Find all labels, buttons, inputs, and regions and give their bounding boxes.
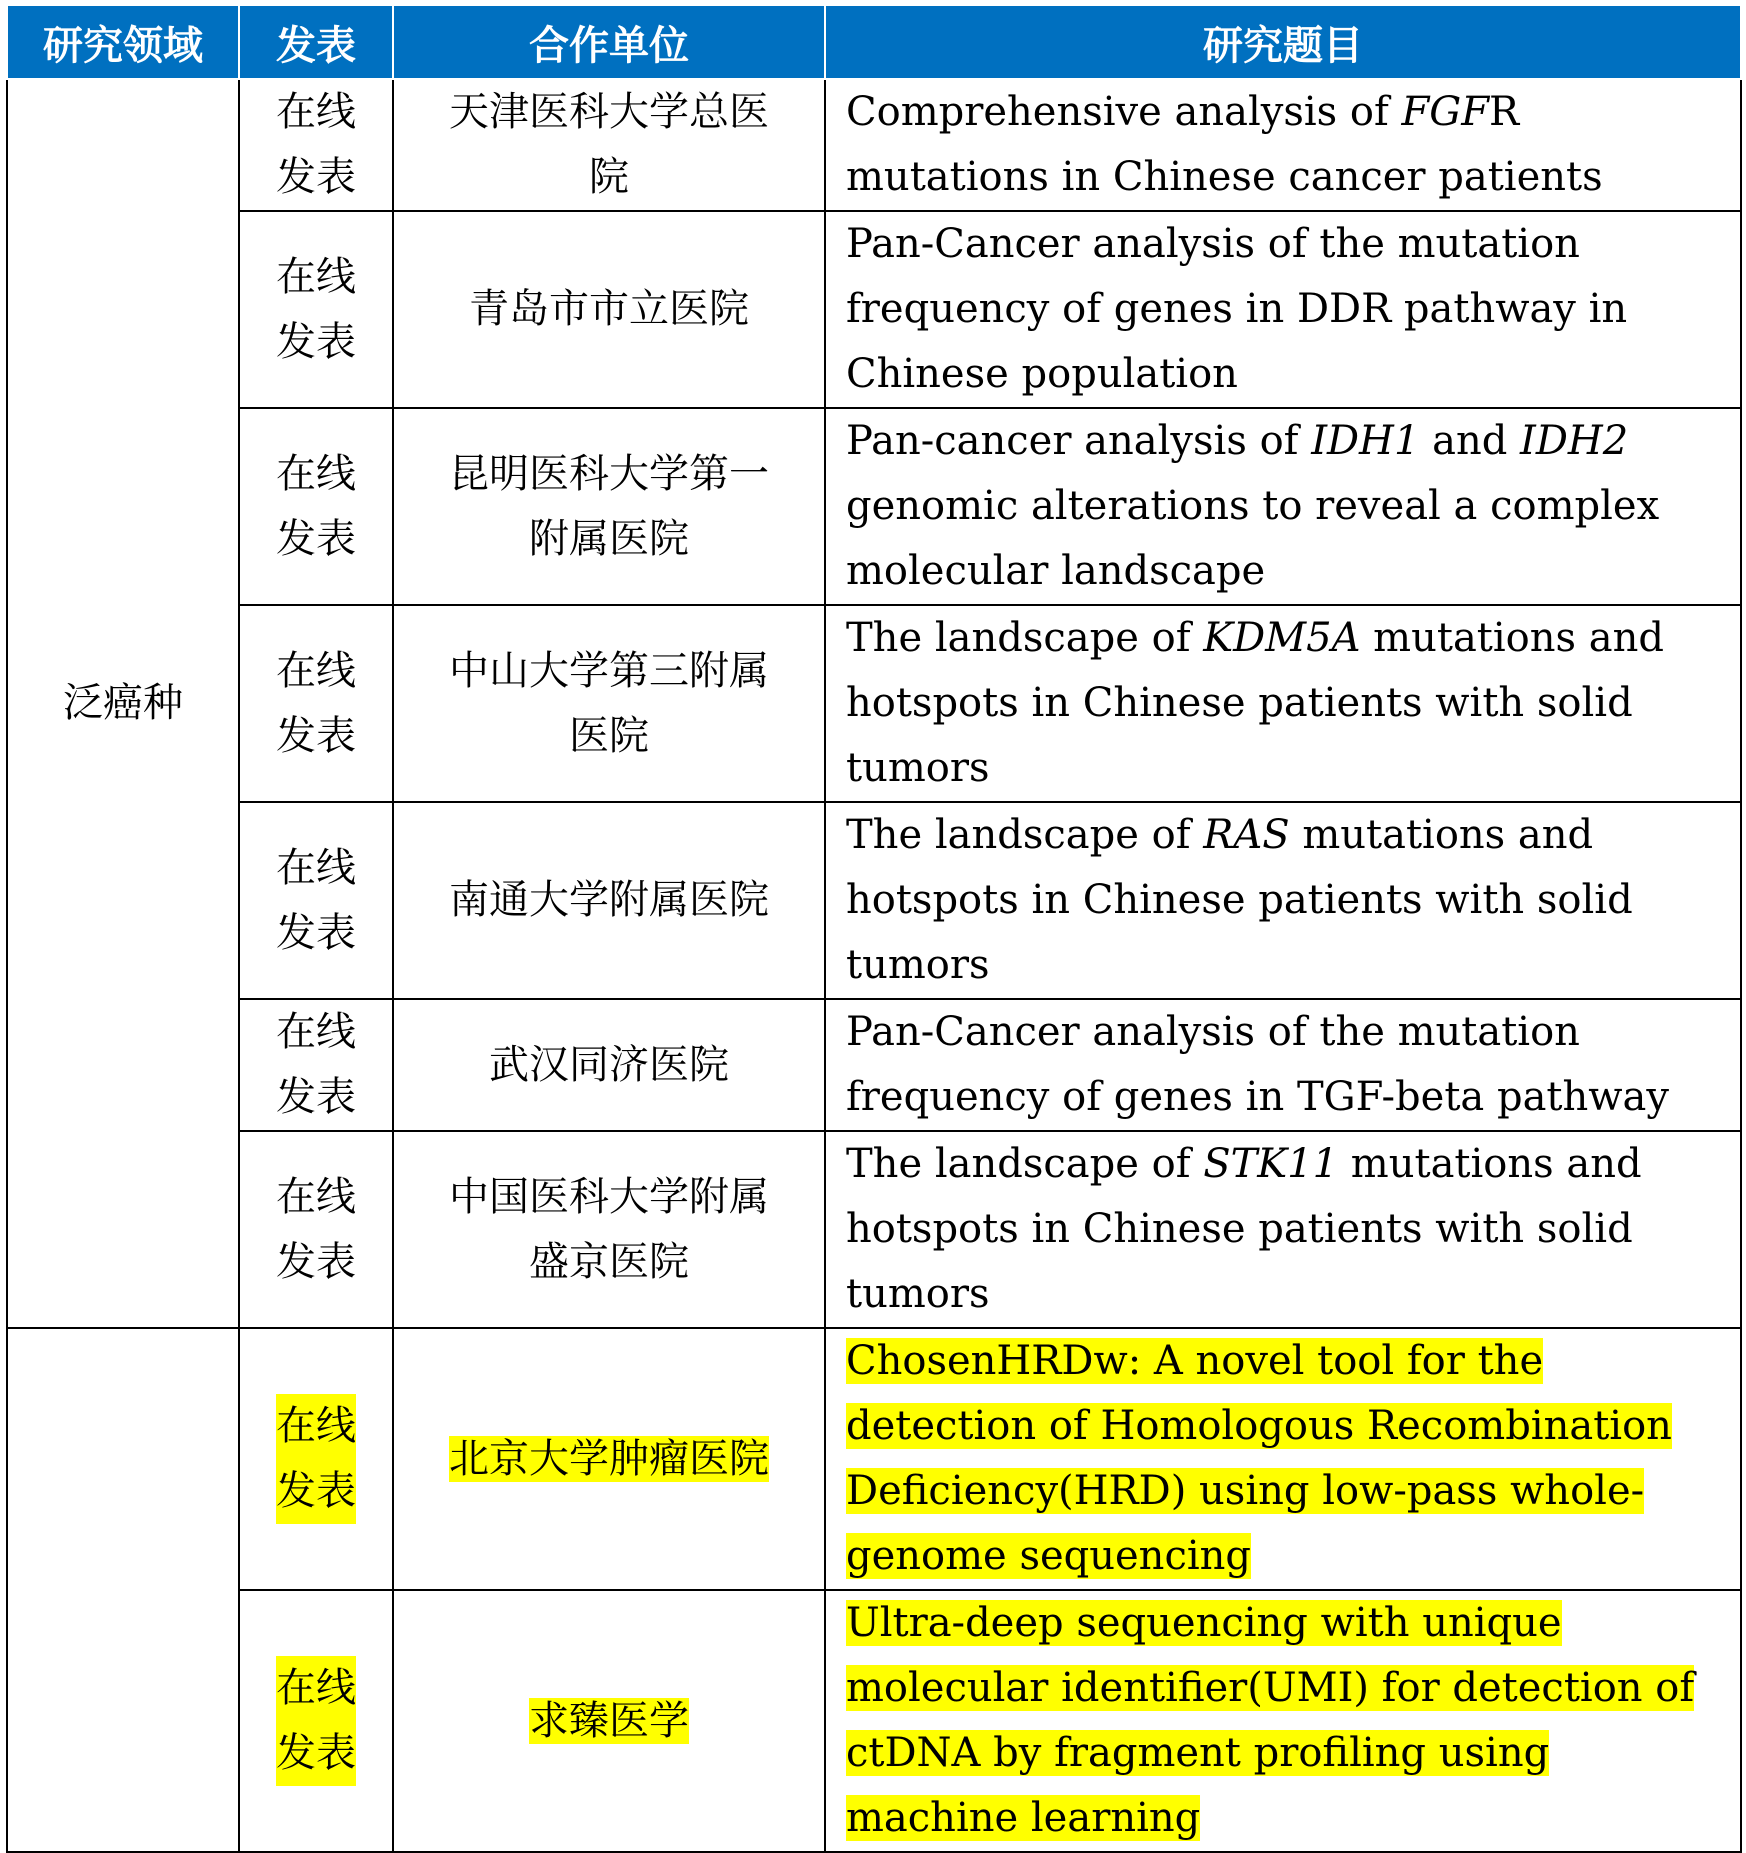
status-line1: 在线 (276, 253, 356, 300)
title-cell (825, 211, 1741, 408)
table-row (7, 79, 1741, 211)
status-cell (239, 999, 393, 1131)
title-cell: The landscape of KDM5A mutations and hotspots in Chinese patients with solid tumors (825, 605, 1741, 802)
table-row (7, 1328, 1741, 1590)
unit-cell (393, 1328, 825, 1590)
unit-line2: 盛京医院 (529, 1238, 689, 1285)
unit-line1: 中山大学第三附属 (449, 647, 769, 694)
header-row (7, 6, 1741, 79)
status-cell (239, 605, 393, 802)
field-label: 泛癌种 (63, 680, 183, 726)
unit-cell (393, 802, 825, 999)
unit-cell (393, 605, 825, 802)
table-row (7, 605, 1741, 802)
title-cell (825, 1590, 1741, 1852)
status-line1: 在线 (276, 1009, 356, 1055)
title-cell (825, 1328, 1741, 1590)
status-line1: 在线 (276, 1665, 356, 1711)
unit-line1: 武汉同济医院 (489, 1041, 729, 1088)
status-line1: 在线 (276, 450, 356, 497)
research-table (6, 6, 1742, 1853)
unit-cell (393, 1131, 825, 1328)
unit-cell (393, 1590, 825, 1852)
unit-line1: 中国医科大学附属 (449, 1173, 769, 1220)
status-line1: 在线 (276, 89, 356, 135)
title-cell (825, 999, 1741, 1131)
status-line2: 发表 (276, 909, 356, 956)
table-row (7, 1131, 1741, 1328)
status-cell (239, 1131, 393, 1328)
title-text: Pan-Cancer analysis of the mutation frequency of genes in TGF-beta pathway (846, 1009, 1669, 1120)
unit-cell (393, 999, 825, 1131)
unit-line1: 南通大学附属医院 (449, 877, 769, 923)
status-line1: 在线 (276, 844, 356, 891)
header-unit: 合作单位 (393, 6, 825, 79)
title-cell: Comprehensive analysis of FGFR mutations in Chinese cancer patients (825, 79, 1741, 211)
unit-line2: 医院 (569, 712, 649, 759)
unit-line1: 求臻医学 (529, 1697, 689, 1744)
title-cell: Pan-cancer analysis of IDH1 and IDH2 genomic alterations to reveal a complex molecular landscape (825, 408, 1741, 605)
field-cell (7, 79, 239, 1328)
unit-cell (393, 211, 825, 408)
header-title: 研究题目 (825, 6, 1741, 79)
header-publish: 发表 (239, 6, 393, 79)
field-cell-2 (7, 1328, 239, 1852)
status-highlight (276, 1394, 356, 1524)
table-row (7, 802, 1741, 999)
status-cell (239, 211, 393, 408)
unit-line1: 昆明医科大学第一 (449, 450, 769, 497)
status-cell (239, 79, 393, 211)
title-cell: The landscape of STK11 mutations and hotspots in Chinese patients with solid tumors (825, 1131, 1741, 1328)
title-cell: The landscape of RAS mutations and hotspots in Chinese patients with solid tumors (825, 802, 1741, 999)
table-row (7, 999, 1741, 1131)
table-row (7, 211, 1741, 408)
status-line2: 发表 (276, 515, 356, 562)
unit-line1: 北京大学肿瘤医院 (449, 1435, 769, 1482)
status-line2: 发表 (276, 154, 356, 200)
unit-cell (393, 408, 825, 605)
header-field: 研究领域 (7, 6, 239, 79)
status-line2: 发表 (276, 1730, 356, 1776)
table-row (7, 1590, 1741, 1852)
status-line2: 发表 (276, 318, 356, 365)
unit-cell (393, 79, 825, 211)
status-line2: 发表 (276, 1238, 356, 1285)
unit-line2: 院 (589, 154, 629, 200)
status-line2: 发表 (276, 1468, 356, 1514)
status-cell (239, 1590, 393, 1852)
status-line2: 发表 (276, 712, 356, 759)
status-line1: 在线 (276, 647, 356, 694)
status-cell (239, 802, 393, 999)
table-row (7, 408, 1741, 605)
status-line2: 发表 (276, 1074, 356, 1120)
status-cell (239, 408, 393, 605)
title-text: Pan-Cancer analysis of the mutation frequency of genes in DDR pathway in Chinese population (846, 221, 1628, 397)
status-highlight (276, 1656, 356, 1786)
unit-line1: 天津医科大学总医 (449, 89, 769, 135)
unit-line1: 青岛市市立医院 (469, 286, 749, 332)
title-text: ChosenHRDw: A novel tool for the detection of Homologous Recombination Deficiency(HRD) using low-pass whole-genome sequencing (846, 1338, 1672, 1579)
status-line1: 在线 (276, 1403, 356, 1449)
unit-line2: 附属医院 (529, 515, 689, 562)
status-cell (239, 1328, 393, 1590)
title-text: Ultra-deep sequencing with unique molecular identifier(UMI) for detection of ctDNA by fragment profiling using machine learning (846, 1600, 1695, 1841)
status-line1: 在线 (276, 1173, 356, 1220)
